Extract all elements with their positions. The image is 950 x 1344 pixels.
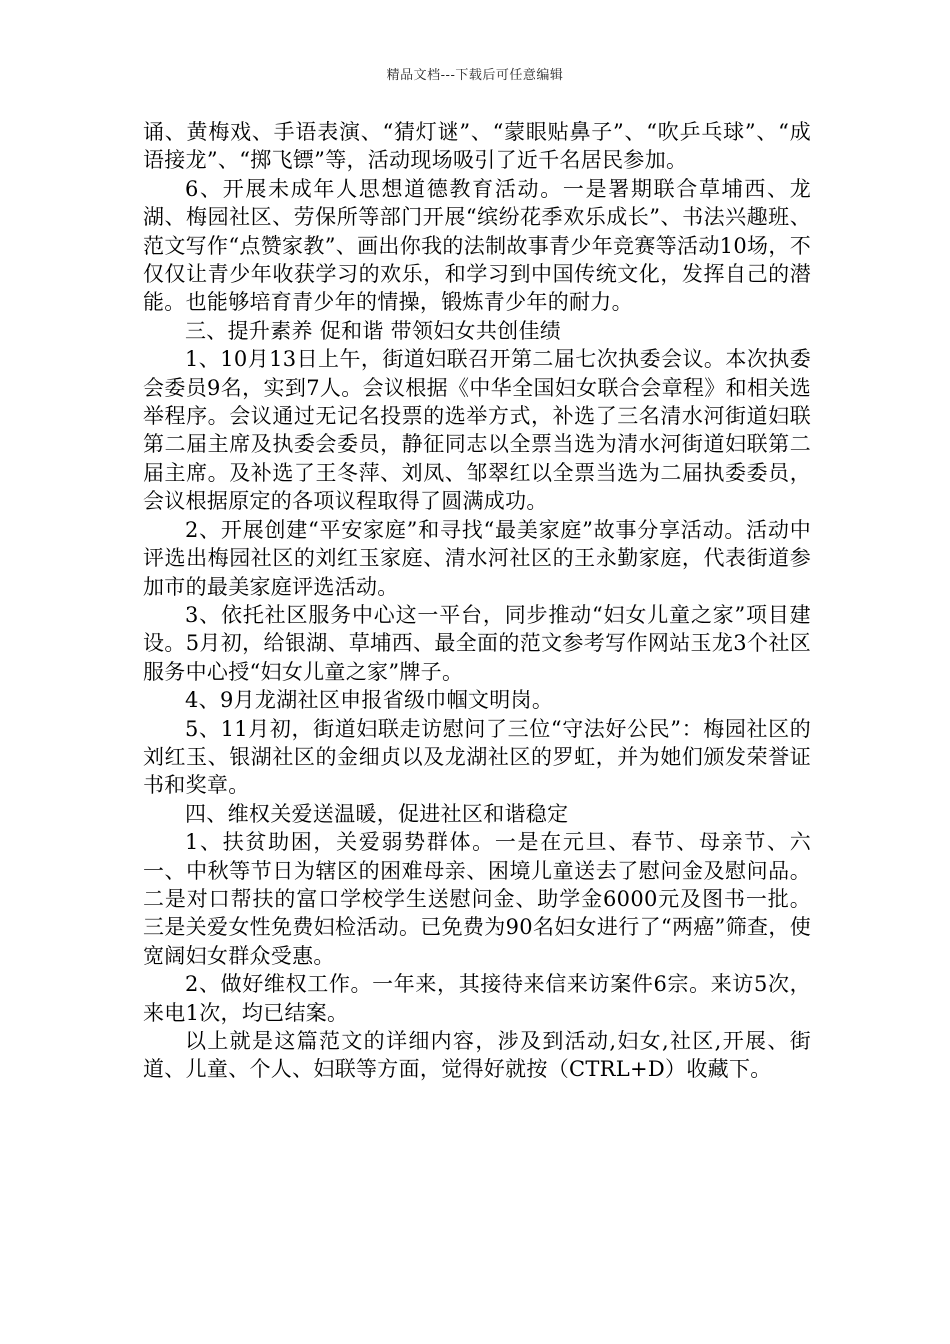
paragraph-item-4: 4、9月龙湖社区申报省级巾帼文明岗。 [185,688,554,713]
section-heading-4: 四、维权关爱送温暖，促进社区和谐稳定 [185,801,569,826]
paragraph-item-6: 6、开展未成年人思想道德教育活动。一是署期联合草埔西、龙湖、梅园社区、劳保所等部门开展“缤纷花季欢乐成长”、书法兴趣班、范文写作“点赞家教”、画出你我的法制故事青少年竞赛等活动10场，不仅仅让青少年收获学习的欢乐，和学习到中国传统文化，发挥自己的潜能。也能够培育青少年的情操，锻炼青少年的耐力。 [143,176,811,315]
paragraph-item-1: 1、10月13日上午，街道妇联召开第二届七次执委会议。本次执委会委员9名，实到7人。会议根据《中华全国妇女联合会章程》和相关选举程序。会议通过无记名投票的选举方式，补选了三名清水河街道妇联第二届主席及执委会委员，静征同志以全票当选为清水河街道妇联第二届主席。及补选了王冬萍、刘凤、邹翠红以全票当选为二届执委委员，会议根据原定的各项议程取得了圆满成功。 [143,347,811,514]
paragraph-item-5: 5、11月初，街道妇联走访慰问了三位“守法好公民”：梅园社区的刘红玉、银湖社区的金细贞以及龙湖社区的罗虹，并为她们颁发荣誉证书和奖章。 [143,716,811,798]
page-header: 精品文档---下载后可任意编辑 [386,68,564,83]
paragraph-item-2b: 2、做好维权工作。一年来，其接待来信来访案件6宗。来访5次，来电1次，均已结案。 [143,972,811,1025]
section-heading-3: 三、提升素养 促和谐 带领妇女共创佳绩 [185,318,562,343]
paragraph-item-3: 3、依托社区服务中心这一平台，同步推动“妇女儿童之家”项目建设。5月初，给银湖、草埔西、最全面的范文参考写作网站玉龙3个社区服务中心授“妇女儿童之家”牌子。 [143,602,811,684]
paragraph-item-1b: 1、扶贫助困，关爱弱势群体。一是在元旦、春节、母亲节、六一、中秋等节日为辖区的困难母亲、困境儿童送去了慰问金及慰问品。二是对口帮扶的富口学校学生送慰问金、助学金6000元及图书一批。三是关爱女性免费妇检活动。已免费为90名妇女进行了“两癌”筛查，使宽阔妇女群众受惠。 [143,830,811,968]
paragraph-closing: 以上就是这篇范文的详细内容，涉及到活动,妇女,社区,开展、街道、儿童、个人、妇联等方面，觉得好就按（CTRL+D）收藏下。 [143,1029,811,1082]
document-body [143,118,811,1084]
paragraph-item-2: 2、开展创建“平安家庭”和寻找“最美家庭”故事分享活动。活动中评选出梅园社区的刘红玉家庭、清水河社区的王永勤家庭，代表街道参加市的最美家庭评选活动。 [143,517,811,599]
paragraph-continuation: 诵、黄梅戏、手语表演、“猜灯谜”、“蒙眼贴鼻子”、“吹乒乓球”、“成语接龙”、“掷飞镖”等，活动现场吸引了近千名居民参加。 [143,120,811,173]
